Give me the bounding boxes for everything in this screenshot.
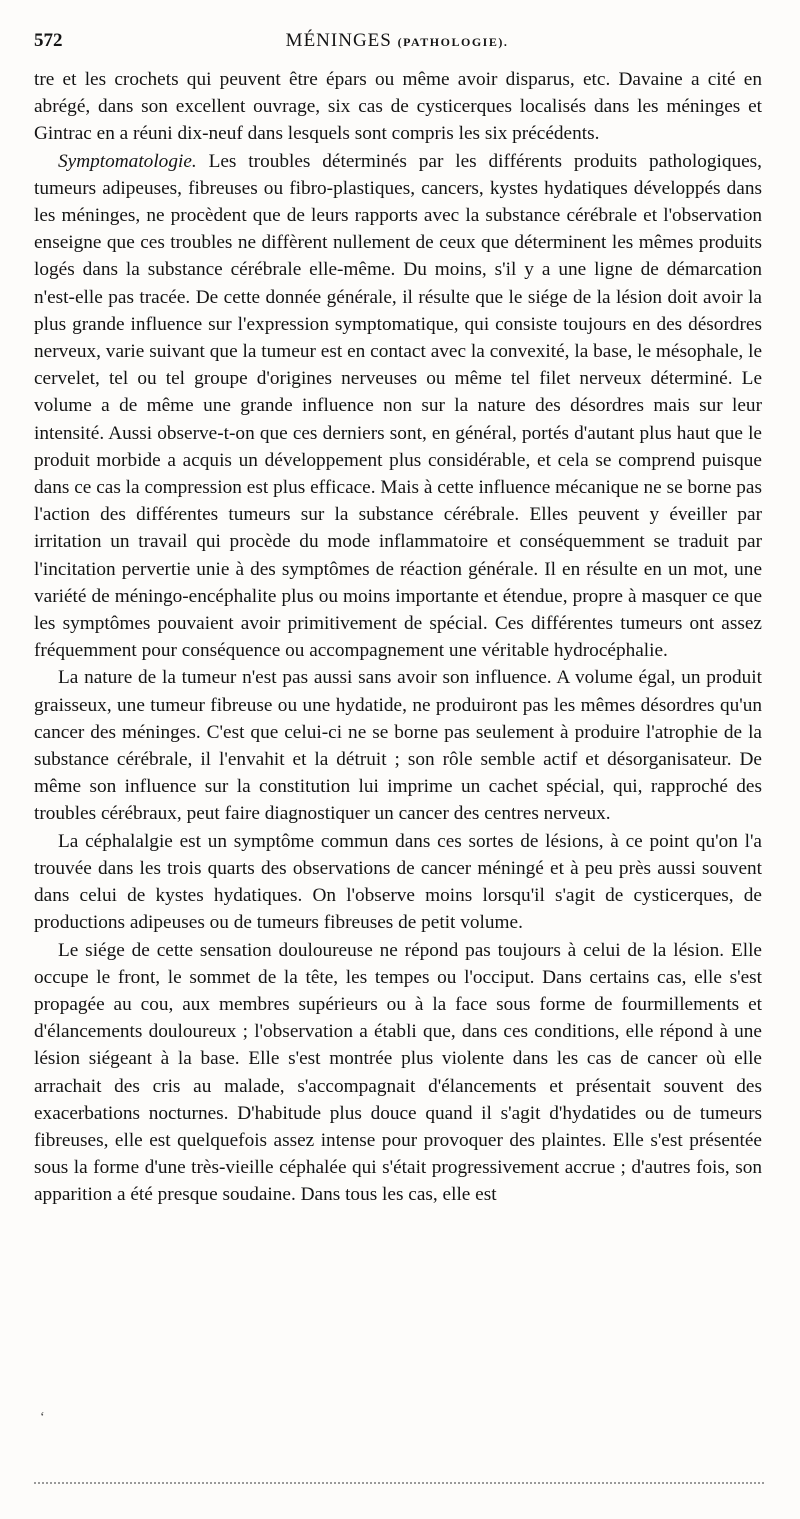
paragraph-text: Le siége de cette sensation douloureuse ne répond pas toujours à celui de la lésion. Elle occupe le front, le sommet de la tête, les tempes ou l'occiput. Dans certains cas, elle s'est propagée au cou, aux membres supérieurs ou à la face sous forme de fourmillements et d'élancements douloureux ; l'observation a établi que, dans ces conditions, elle répond à une lésion siégeant à la base. Elle s'est montrée plus violente dans les cas de cancer où elle arrachait des cris au malade, s'accompagnait d'élancements et présentait souvent des exacerbations nocturnes. D'habitude plus douce quand il s'agit d'hydatides ou de tumeurs fibreuses, elle est quelquefois assez intense pour provoquer des plaintes. Elle s'est présentée sous la forme d'une très-vieille céphalée qui s'était progressivement accrue ; d'autres fois, son apparition a été presque soudaine. Dans tous les cas, elle est bbox=[34, 939, 762, 1206]
section-heading-symptomatologie: Symptomatologie. bbox=[58, 150, 197, 172]
paragraph-text: La nature de la tumeur n'est pas aussi sans avoir son influence. A volume égal, un produit graisseux, une tumeur fibreuse ou une hydatide, ne produiront pas les mêmes désordres qu'un cancer des méninges. C'est que celui-ci ne se borne pas seulement à produire l'atrophie de la substance cérébrale, il l'envahit et la détruit ; son rôle semble actif et désorganisateur. De même son influence sur la constitution lui imprime un cachet spécial, qui, rapproché des troubles cérébraux, peut faire diagnostiquer un cancer des centres nerveux. bbox=[34, 667, 762, 825]
paragraph-text: Les troubles déterminés par les différents produits pathologiques, tumeurs adipeuses, fibreuses ou fibro-plastiques, cancers, kystes hydatiques développés dans les méninges, ne procèdent que de leurs rapports avec la substance cérébrale et l'observation enseigne que ces troubles ne diffèrent nullement de ceux que déterminent les mêmes produits logés dans la substance cérébrale elle-même. Du moins, s'il y a une ligne de démarcation n'est-elle pas tracée. De cette donnée générale, il résulte que le siége de la lésion doit avoir la plus grande influence sur l'expression symptomatique, qui consiste toujours en des désordres nerveux, varie suivant que la tumeur est en contact avec la convexité, la base, le mésophale, le cervelet, tel ou tel groupe d'origines nerveuses ou même tel filet nerveux déterminé. Le volume a de même une grande influence non sur la nature des désordres mais sur leur intensité. Aussi observe-t-on que ces derniers sont, en général, portés d'autant plus haut que le produit morbide a acquis un développement plus considérable, et cela se comprend puisque dans ce cas la compression est plus efficace. Mais à cette influence mécanique ne se borne pas l'action des différentes tumeurs sur la substance cérébrale. Elles peuvent y éveiller par irritation un travail qui procède du mode inflammatoire et conséquemment se traduit par l'incitation pervertie unie à des symptômes de réaction générale. Il en résulte en un mot, une variété de méningo-encéphalite plus ou moins importante et étendue, propre à masquer ce que les symptômes pouvaient avoir primitivement de spécial. Ces différentes tumeurs ont assez fréquemment pour conséquence ou accompagnement une véritable hydrocéphalie. bbox=[34, 150, 762, 662]
paragraph-symptomatologie bbox=[34, 148, 762, 665]
paragraph-text: tre et les crochets qui peuvent être épars ou même avoir disparus, etc. Davaine a cité en abrégé, dans son excellent ouvrage, six cas de cysticerques localisés dans les méninges et Gintrac en a réuni dix-neuf dans lesquels sont compris les six précédents. bbox=[34, 69, 762, 145]
paragraph-continued bbox=[34, 66, 762, 148]
footer-dotted-rule bbox=[34, 1482, 764, 1484]
paragraph-cephalalgie bbox=[34, 828, 762, 937]
page-number: 572 bbox=[34, 30, 63, 51]
running-title bbox=[34, 30, 760, 52]
running-title-subtitle: (PATHOLOGIE). bbox=[397, 35, 509, 49]
paragraph-siege-douleur bbox=[34, 937, 762, 1209]
paragraph-text: La céphalalgie est un symptôme commun dans ces sortes de lésions, à ce point qu'on l'a trouvée dans les trois quarts des observations de cancer méningé et à peu près aussi souvent dans celui de kystes hydatiques. On l'observe moins lorsqu'il s'agit de cysticerques, de productions adipeuses ou de tumeurs fibreuses de petit volume. bbox=[34, 830, 762, 934]
paragraph-nature-tumeur bbox=[34, 664, 762, 827]
page-body bbox=[34, 66, 762, 1209]
running-header bbox=[34, 30, 760, 56]
stray-mark: ‘ bbox=[40, 1410, 45, 1425]
running-title-main: MÉNINGES bbox=[285, 30, 392, 51]
